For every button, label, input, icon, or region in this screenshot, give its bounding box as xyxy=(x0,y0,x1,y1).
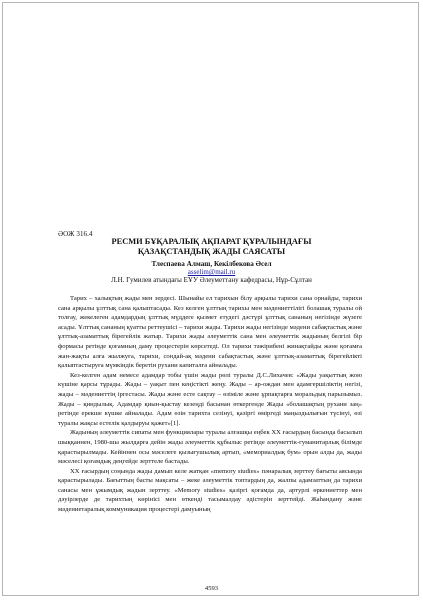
affiliation: Л.Н. Гумилев атындағы ЕҰУ Әлеуметтану кафедрасы, Нұр-Сұлтан xyxy=(111,276,312,284)
paragraph: Тарих – халықтың жады мен зердесі. Шынайы ел тарихын білу арқылы тарихи сана орнайды, тарихи сана арқылы ұлттық сана қалыптасады. Кез келген ұлттың тарихы мен мәдениеттілігі болашақ туралы ой толғау, жекелеген адамдардың ұлттық мүддеге қызмет етудегі дәстүрі ұлттық сананың негізінде жүзеге асады. Ұлттық сананың қуатты реттеушісі – тарихи жады. Тарихи жады негізінде мәдени сабақтастық және ұлттық-азаматтық бірегейлік жатыр. Тарихи жады әлеуметтік сана мен әлеуметтік жадының белгілі бір формасы ретінде қоғамның даму процестерін көрсетеді. Ол тарихи тәжірибені жинақтайды және қоғамға жан-жақты алға жылжуға, тарихи, сондай-ақ мәдени сабақтастық және ұлттық-азаматтық бірегейлікті қалыптастыруға мүмкіндік беретін рухани капиталға айналады. xyxy=(58,295,362,370)
article-body xyxy=(58,294,362,515)
paragraph: Кез-келген адам немесе адамдар тобы үшін жады рөлі туралы Д.С.Лихачев: «Жады уақыттың жою күшіне қарсы тұрады. Жады – уақыт пен кеңістікті жеңу. Жады – ар-ождан мен адамгершіліктің негізі, жады – мәдениеттің іргестасы. Жады және есте сақтау – өзіміле және ұрпақтарға моральдық парызымыз. Жады – қиндылық. Адамдар қиын-қыстау кезеңді басынан өткергенде Жады «болашақтың рухани заң» ретінде ерекше күшке айналады. Адам өзін тарихта сезінуі, қазіргі өміргеді маңыздылығын түсінуі, өзі туралы жақсы естелік қалдыруы қажет»[1]. xyxy=(58,371,362,427)
article-title-line-1: РЕСМИ БҰҚАРАЛЫҚ АҚПАРАТ ҚҰРАЛЫНДАҒЫ xyxy=(111,237,312,246)
article-title-line-2: ҚАЗАҚСТАНДЫҚ ЖАДЫ САЯСАТЫ xyxy=(137,247,286,256)
paragraph: Жадының әлеуметтік сипаты мен функциялары туралы алғашқы еңбек ХХ ғасырдың басында басылып шыққаннен, 1980-шы жылдарға дейін жады әлеуметтік құбылыс ретінде әлеуметтік-гуманитарлық білімде қарастырылмады. Кейіннен осы мәселеге қызығушылық артып, «мемориалдық бум» орын алды да, жады мәселесі қоғамдық деңгейде зерттеле бастады. xyxy=(58,429,362,466)
page-number: 4593 xyxy=(204,585,219,592)
authors: Тлеспаева Алмаш, Кекілбекова Әсел xyxy=(151,260,272,268)
author-email-link[interactable]: asselim@mail.ru xyxy=(187,268,236,276)
paragraph: ХХ ғасырдың соңында жады дамып келе жатқан «memory studies» пәнаралық зерттеу бағыты аясында қарастырылады. Бағыттың басты мақсаты – жеке әлеуметтік топтардың да, жалпы адамзаттың да тарихи санасы мен ұжымдық жадын зерттеу. «Memory studies» қазіргі қоғамда да, артурлі өркениеттер мен дәуірлерде де тарихтың көрінісі мен өткенді тасымалдау әдістерін зерттейді. Жаһандану және мәдениетаралық коммуникация процестері дамуының xyxy=(58,467,362,514)
udc-code: ӘОЖ 316.4 xyxy=(58,230,93,238)
